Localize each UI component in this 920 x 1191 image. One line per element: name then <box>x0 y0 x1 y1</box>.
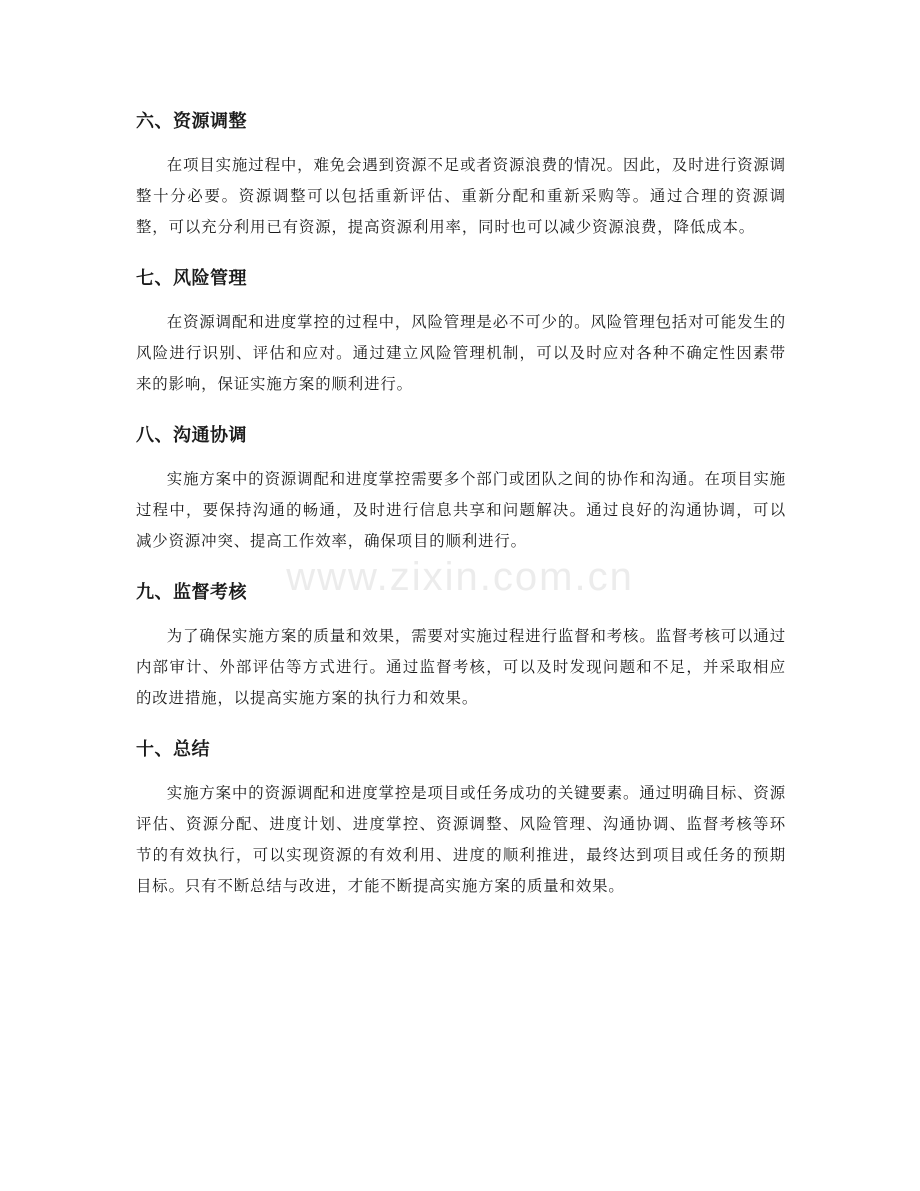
document-body <box>136 100 786 916</box>
section-paragraph: 在项目实施过程中，难免会遇到资源不足或者资源浪费的情况。因此，及时进行资源调整十分必要。资源调整可以包括重新评估、重新分配和重新采购等。通过合理的资源调整，可以充分利用已有资源，提高资源利用率，同时也可以减少资源浪费，降低成本。 <box>136 156 786 236</box>
section-paragraph: 在资源调配和进度掌控的过程中，风险管理是必不可少的。风险管理包括对可能发生的风险进行识别、评估和应对。通过建立风险管理机制，可以及时应对各种不确定性因素带来的影响，保证实施方案的顺利进行。 <box>136 313 786 393</box>
section-risk-management <box>136 257 786 400</box>
section-heading: 九、监督考核 <box>136 582 247 603</box>
section-resource-adjustment <box>136 100 786 243</box>
section-paragraph: 为了确保实施方案的质量和效果，需要对实施过程进行监督和考核。监督考核可以通过内部审计、外部评估等方式进行。通过监督考核，可以及时发现问题和不足，并采取相应的改进措施，以提高实施方案的执行力和效果。 <box>136 627 786 707</box>
section-summary <box>136 728 786 902</box>
section-paragraph: 实施方案中的资源调配和进度掌控是项目或任务成功的关键要素。通过明确目标、资源评估、资源分配、进度计划、进度掌控、资源调整、风险管理、沟通协调、监督考核等环节的有效执行，可以实现资源的有效利用、进度的顺利推进，最终达到项目或任务的预期目标。只有不断总结与改进，才能不断提高实施方案的质量和效果。 <box>136 784 786 895</box>
section-heading: 七、风险管理 <box>136 268 247 289</box>
section-communication <box>136 414 786 557</box>
section-heading: 六、资源调整 <box>136 111 247 132</box>
watermark: www.zixin.com.cn <box>286 555 634 599</box>
section-heading: 八、沟通协调 <box>136 425 247 446</box>
section-paragraph: 实施方案中的资源调配和进度掌控需要多个部门或团队之间的协作和沟通。在项目实施过程中，要保持沟通的畅通，及时进行信息共享和问题解决。通过良好的沟通协调，可以减少资源冲突、提高工作效率，确保项目的顺利进行。 <box>136 470 786 550</box>
section-supervision <box>136 571 786 714</box>
section-heading: 十、总结 <box>136 739 210 760</box>
